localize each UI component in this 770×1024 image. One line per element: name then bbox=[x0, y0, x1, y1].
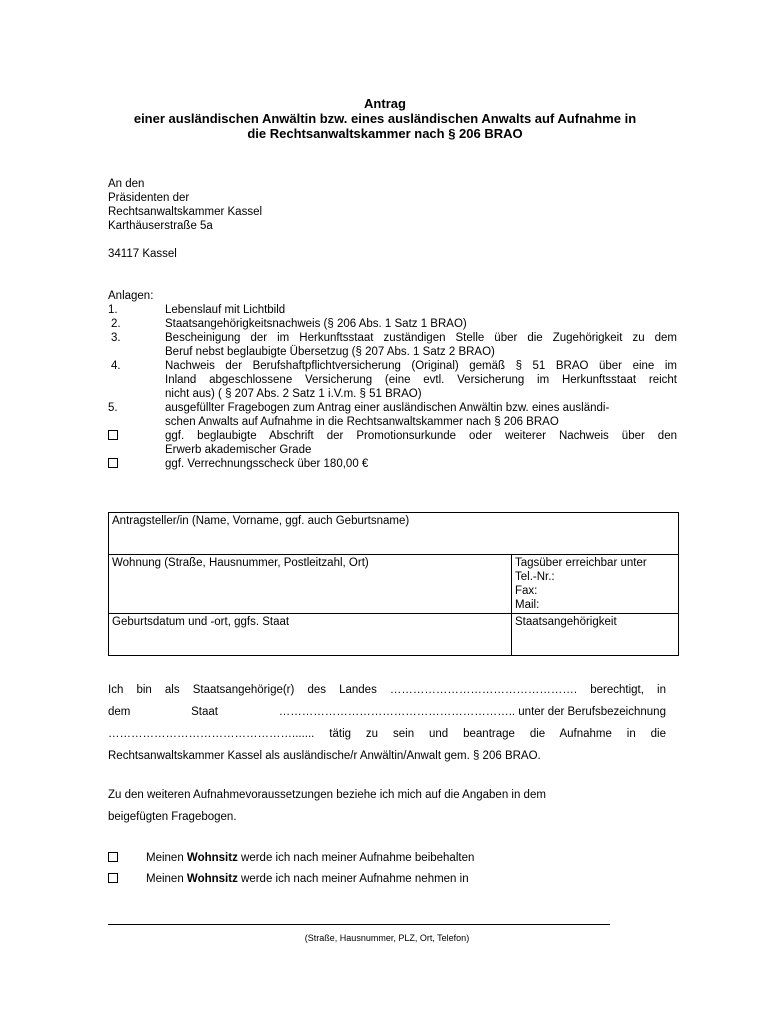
further-line-2: beigefügten Fragebogen. bbox=[108, 811, 237, 823]
option-pre: Meinen bbox=[146, 852, 187, 864]
declaration-profession-blank: …………………………………………………….. unter der Berufsbezeichnung bbox=[278, 706, 666, 718]
attachment-text: nicht aus) ( § 207 Abs. 2 Satz 1 i.V.m. § 51 BRAO) bbox=[165, 388, 422, 400]
nationality-field[interactable] bbox=[512, 614, 679, 656]
declaration-line-4: Rechtsanwaltskammer Kassel als ausländische/r Anwältin/Anwalt gem. § 206 BRAO. bbox=[108, 750, 541, 762]
attachment-text: ausgefüllter Fragebogen zum Antrag einer ausländischen Anwältin bzw. eines ausländi- bbox=[165, 402, 610, 414]
option-bold: Wohnsitz bbox=[186, 873, 238, 885]
applicant-form-table bbox=[108, 512, 679, 656]
further-line-1: Zu den weiteren Aufnahmevoraussetzungen beziehe ich mich auf die Angaben in dem bbox=[108, 789, 546, 801]
nationality-label: Staatsangehörigkeit bbox=[515, 616, 617, 628]
address-line-3: Rechtsanwaltskammer Kassel bbox=[108, 206, 263, 218]
attachment-text: Bescheinigung der im Herkunftsstaat zuständigen Stelle über die Zugehörigkeit zu dem bbox=[165, 332, 677, 344]
further-paragraph bbox=[108, 784, 666, 828]
mail-label: Mail: bbox=[515, 599, 540, 611]
declaration-line-1: Ich bin als Staatsangehörige(r) des Landes …………………………………………. berechtigt, in bbox=[108, 684, 666, 696]
declaration-line-3: …………………………………………....... tätig zu sein und beantrage die Aufnahme in die bbox=[108, 728, 666, 740]
attachments-label: Anlagen: bbox=[108, 290, 154, 302]
birth-field[interactable] bbox=[109, 614, 512, 656]
declaration-paragraph bbox=[108, 679, 666, 767]
birth-label: Geburtsdatum und -ort, ggfs. Staat bbox=[112, 616, 290, 628]
checkbox-promotion[interactable] bbox=[108, 430, 118, 440]
title-antrag: Antrag bbox=[364, 96, 406, 111]
checkbox-new-residence[interactable] bbox=[108, 873, 118, 883]
residence-field[interactable] bbox=[109, 555, 512, 614]
attachment-number: 1. bbox=[108, 304, 118, 316]
option-post: werde ich nach meiner Aufnahme nehmen in bbox=[237, 873, 469, 885]
option-bold: Wohnsitz bbox=[186, 852, 238, 864]
declaration-word-staat: Staat bbox=[191, 706, 218, 718]
attachment-text: Staatsangehörigkeitsnachweis (§ 206 Abs. 1 Satz 1 BRAO) bbox=[165, 318, 467, 330]
title-line-2: einer ausländischen Anwältin bzw. eines ausländischen Anwalts auf Aufnahme in bbox=[133, 111, 637, 126]
address-line-1: An den bbox=[108, 178, 145, 190]
residence-address-caption: (Straße, Hausnummer, PLZ, Ort, Telefon) bbox=[304, 933, 470, 943]
attachment-number: 5. bbox=[108, 402, 118, 414]
declaration-line-2 bbox=[108, 701, 666, 723]
contact-field[interactable] bbox=[512, 555, 679, 614]
attachment-number: 2. bbox=[111, 318, 121, 330]
attachment-text: Beruf nebst beglaubigte Übersetzug (§ 207 Abs. 1 Satz 2 BRAO) bbox=[165, 346, 495, 358]
fax-label: Fax: bbox=[515, 585, 538, 597]
checkbox-keep-residence[interactable] bbox=[108, 852, 118, 862]
optional-promotion-text-2: Erwerb akademischer Grade bbox=[165, 444, 312, 456]
address-line-2: Präsidenten der bbox=[108, 192, 190, 204]
address-city: 34117 Kassel bbox=[108, 248, 177, 260]
option-new-residence bbox=[146, 872, 469, 886]
option-keep-residence bbox=[146, 851, 474, 865]
attachment-number: 3. bbox=[111, 332, 121, 344]
reachable-label: Tagsüber erreichbar unter bbox=[515, 557, 647, 569]
option-pre: Meinen bbox=[146, 873, 187, 885]
attachment-text: Nachweis der Berufshaftpflichtversicherung (Original) gemäß § 51 BRAO über eine im bbox=[165, 360, 677, 372]
option-post: werde ich nach meiner Aufnahme beibehalten bbox=[237, 852, 475, 864]
optional-cheque-text: ggf. Verrechnungsscheck über 180,00 € bbox=[165, 458, 369, 470]
attachment-text: Lebenslauf mit Lichtbild bbox=[165, 304, 286, 316]
residence-label: Wohnung (Straße, Hausnummer, Postleitzahl, Ort) bbox=[112, 557, 369, 569]
declaration-word-dem: dem bbox=[108, 706, 131, 718]
checkbox-cheque[interactable] bbox=[108, 458, 118, 468]
attachment-text: Inland abgeschlossene Versicherung (eine evtl. Versicherung im Herkunftsstaat reicht bbox=[165, 374, 677, 386]
optional-promotion-text: ggf. beglaubigte Abschrift der Promotionsurkunde oder weiterer Nachweis über den bbox=[165, 430, 677, 442]
attachment-text: schen Anwalts auf Aufnahme in die Rechtsanwaltskammer nach § 206 BRAO bbox=[165, 416, 559, 428]
tel-label: Tel.-Nr.: bbox=[515, 571, 555, 583]
title-line-3: die Rechtsanwaltskammer nach § 206 BRAO bbox=[247, 126, 523, 141]
attachment-number: 4. bbox=[111, 360, 121, 372]
address-line-4: Karthäuserstraße 5a bbox=[108, 220, 213, 232]
residence-address-line[interactable] bbox=[108, 924, 610, 925]
applicant-name-label: Antragsteller/in (Name, Vorname, ggf. auch Geburtsname) bbox=[112, 515, 410, 527]
applicant-name-field[interactable] bbox=[109, 513, 679, 555]
